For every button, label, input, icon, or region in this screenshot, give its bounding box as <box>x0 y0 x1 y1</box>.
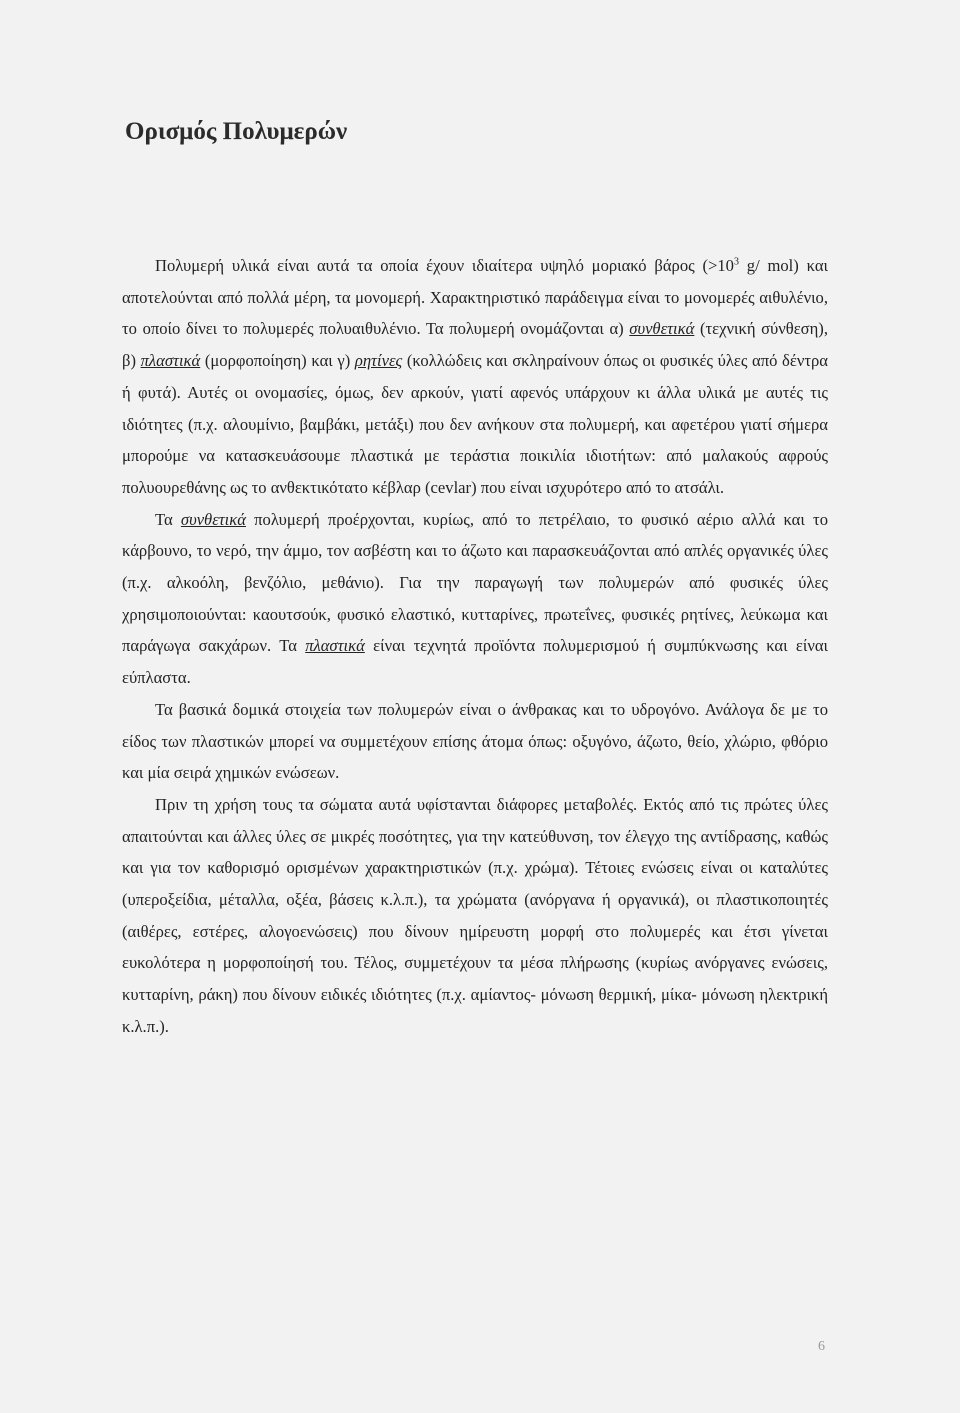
paragraph-additives: Πριν τη χρήση τους τα σώματα αυτά υφίστανται διάφορες μεταβολές. Εκτός από τις πρώτες ύλες απαιτούνται και άλλες ύλες σε μικρές ποσότητες, για την κατεύθυνση, τον έλεγχο της αντίδρασης, καθώς και για τον καθορισμό ορισμένων χαρακτηριστικών (π.χ. χρώμα). Τέτοιες ενώσεις είναι οι καταλύτες (υπεροξείδια, μέταλλα, οξέα, βάσεις κ.λ.π.), τα χρώματα (ανόργανα ή οργανικά), οι πλαστικοποιητές (αιθέρες, εστέρες, αλογοενώσεις) που δίνουν ημίρευστη μορφή στο πολυμερές και έτσι γίνεται ευκολότερα η μορφοποίησή του. Τέλος, συμμετέχουν τα μέσα πλήρωσης (κυρίως ανόργανες ενώσεις, κυτταρίνη, ράκη) που δίνουν ειδικές ιδιότητες (π.χ. αμίαντος- μόνωση θερμική, μίκα- μόνωση ηλεκτρική κ.λ.π.). <box>122 794 828 1036</box>
text-run: (τεχνική σύνθεση), β) <box>122 319 828 371</box>
underlined-term: συνθετικά <box>180 509 246 529</box>
text-run: (μορφοποίηση) και γ) <box>200 351 355 371</box>
paragraph-definition <box>122 250 828 504</box>
superscript: 3 <box>733 256 739 268</box>
text-run: Τα <box>155 509 181 529</box>
underlined-term: ρητίνες <box>354 351 403 371</box>
text-run: πολυμερή προέρχονται, κυρίως, από το πετρέλαιο, το φυσικό αέριο αλλά και το κάρβουνο, το νερό, την άμμο, τον ασβέστη και το άζωτο και παρασκευάζονται από απλές οργανικές ύλες (π.χ. αλκοόλη, βενζόλιο, μεθάνιο). Για την παραγωγή των πολυμερών από φυσικές ύλες χρησιμοποιούνται: καουτσούκ, φυσικό ελαστικό, κυτταρίνες, πρωτεΐνες, φυσικές ρητίνες, λεύκωμα και παράγωγα σακχάρων. Τα <box>122 509 828 656</box>
text-run: g/ mol) και αποτελούνται από πολλά μέρη, τα μονομερή. Χαρακτηριστικό παράδειγμα είναι το μονομερές αιθυλένιο, το οποίο δίνει το πολυμερές πολυαιθυλένιο. Τα πολυμερή ονομάζονται α) <box>122 256 828 339</box>
paragraph-elements: Τα βασικά δομικά στοιχεία των πολυμερών είναι ο άνθρακας και το υδρογόνο. Ανάλογα δε με το είδος των πλαστικών μπορεί να συμμετέχουν επίσης άτομα όπως: οξυγόνο, άζωτο, θείο, χλώριο, φθόριο και μία σειρά χημικών ενώσεων. <box>122 699 828 783</box>
page-number: 6 <box>818 1339 825 1354</box>
text-run: Πολυμερή υλικά είναι αυτά τα οποία έχουν ιδιαίτερα υψηλό μοριακό βάρος (>10 <box>155 256 734 275</box>
document-body <box>122 250 828 1043</box>
paragraph-synthetic <box>122 504 828 694</box>
page-title: Ορισμός Πολυμερών <box>125 118 348 145</box>
underlined-term: συνθετικά <box>629 319 695 339</box>
underlined-term: πλαστικά <box>305 636 365 656</box>
text-run: είναι τεχνητά προϊόντα πολυμερισμού ή συμπύκνωσης και είναι εύπλαστα. <box>122 636 828 688</box>
underlined-term: πλαστικά <box>140 351 201 371</box>
text-run: (κολλώδεις και σκληραίνουν όπως οι φυσικές ύλες από δέντρα ή φυτά). Αυτές οι ονομασίες, όμως, δεν αρκούν, γιατί αφενός υπάρχουν κι άλλα υλικά με αυτές τις ιδιότητες (π.χ. αλουμίνιο, βαμβάκι, μετάξι) που δεν ανήκουν στα πολυμερή, και αφετέρου γιατί σήμερα μπορούμε να κατασκευάσουμε πλαστικά με τεράστια ποικιλία ιδιοτήτων: από μαλακούς αφρούς πολυουρεθάνης ως το ανθεκτικότατο κέβλαρ (cevlar) που είναι ισχυρότερο από το ατσάλι. <box>122 351 828 497</box>
